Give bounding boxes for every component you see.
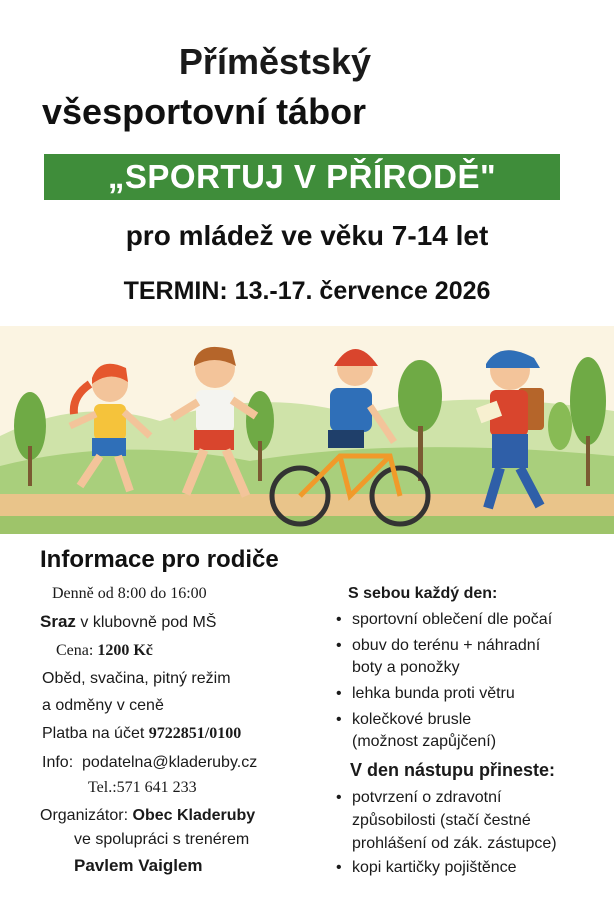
bring-daily-item-cont: (možnost zapůjčení): [352, 733, 497, 750]
price-label: Cena:: [56, 642, 94, 659]
bring-daily-item: • sportovní oblečení dle počaí: [352, 610, 552, 630]
age-subtitle: pro mládež ve věku 7-14 let: [125, 220, 489, 251]
meals-line-1: Oběd, svačina, pitný režim: [42, 670, 231, 687]
price-value: 1200 Kč: [97, 642, 153, 659]
bring-daily-item-cont: boty a ponožky: [352, 659, 460, 676]
meals-line-2: a odměny v ceně: [42, 697, 164, 714]
contact-phone: Tel.:571 641 233: [88, 779, 197, 796]
organizer-note: ve spolupráci s trenérem: [74, 831, 250, 848]
bring-first-item-cont: prohlášení od zák. zástupce): [352, 835, 557, 852]
title-banner: [44, 154, 560, 200]
contact-label: Info:: [42, 754, 74, 771]
payment-label: Platba na účet: [42, 725, 145, 742]
bring-daily-item: • lehka bunda proti větru: [352, 684, 515, 704]
daily-time: Denně od 8:00 do 16:00: [52, 585, 207, 602]
bring-first-item-cont: způsobilosti (stačí čestné: [352, 812, 531, 829]
organizer-name: Obec Kladeruby: [132, 807, 256, 824]
trainer-name: Pavlem Vaiglem: [74, 856, 203, 875]
bring-first-item: • potvrzení o zdravotní: [352, 788, 501, 808]
payment-account: 9722851/0100: [148, 725, 242, 742]
meeting-line: [40, 612, 216, 633]
meeting-text: v klubovně pod MŠ: [80, 614, 217, 631]
banner-text: „SPORTUJ V PŘÍRODĚ": [107, 158, 497, 195]
meeting-label: Sraz: [40, 612, 76, 631]
payment-line: [42, 724, 241, 744]
bring-daily-item: • obuv do terénu + náhradní: [352, 636, 540, 656]
organizer-line: [40, 806, 255, 826]
bring-first-heading: V den nástupu přineste:: [350, 760, 556, 780]
title-line-2: všesportovní tábor: [42, 91, 367, 132]
bring-daily-heading: S sebou každý den:: [348, 585, 498, 602]
organizer-label: Organizátor:: [40, 807, 129, 824]
dates: TERMIN: 13.-17. července 2026: [123, 277, 491, 305]
price-line: [56, 641, 153, 661]
contact-email[interactable]: podatelna@kladeruby.cz: [82, 754, 258, 771]
bring-first-item: • kopi kartičky pojištěnce: [352, 858, 517, 878]
sports-kids-illustration: [0, 326, 614, 534]
title-line-1: Příměstský: [178, 41, 372, 82]
contact-line: [42, 753, 257, 773]
info-heading: Informace pro rodiče: [40, 546, 279, 573]
bring-daily-item: • kolečkové brusle: [352, 710, 471, 730]
